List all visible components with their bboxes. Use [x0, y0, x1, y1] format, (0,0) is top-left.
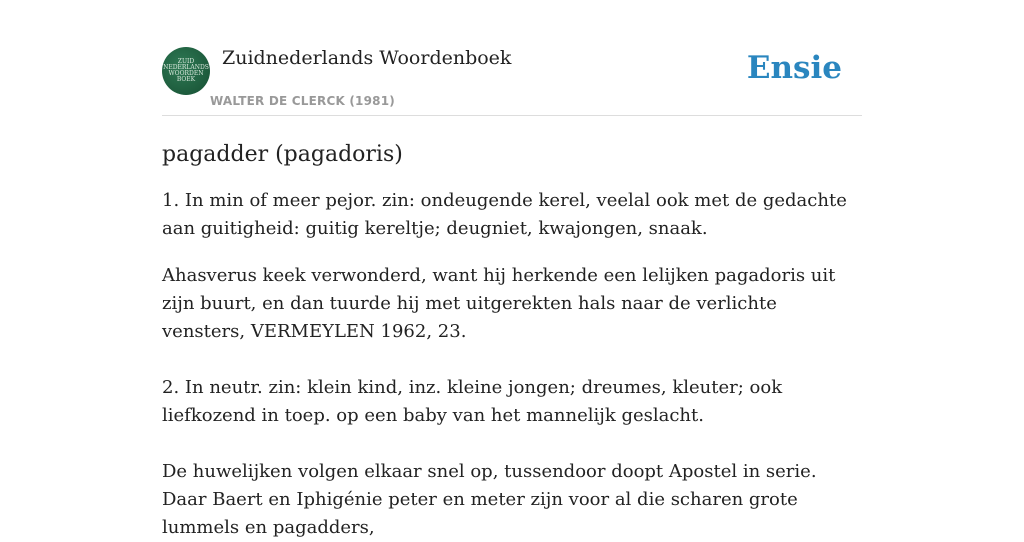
entry-headword: pagadder (pagadoris) — [162, 142, 403, 167]
ensie-logo-link[interactable]: Ensie — [746, 50, 842, 86]
example-paragraph: Ahasverus keek verwonderd, want hij herkende een lelijken pagadoris uit zijn buurt, en dan tuurde hij met uitgerekten hals naar de verlichte vensters, VERMEYLEN 1962, 23. — [162, 265, 836, 342]
dictionary-logo[interactable] — [162, 47, 210, 95]
logo-text-line: BOEK — [176, 76, 196, 83]
logo-text-line: NEDERLANDS — [163, 64, 209, 71]
definition-paragraph: 1. In min of meer pejor. zin: ondeugende kerel, veelal ook met de gedachte aan guitigheid: guitig kereltje; deugniet, kwajongen, snaak. — [162, 190, 847, 239]
logo-text-line: WOORDEN — [168, 70, 204, 77]
example-paragraph: De huwelijken volgen elkaar snel op, tussendoor doopt Apostel in serie. Daar Baert en Iphigénie peter en meter zijn voor al die scharen grote lummels en pagadders, — [162, 461, 817, 538]
logo-text-line: ZUID — [177, 58, 195, 65]
source-author: WALTER DE CLERCK (1981) — [210, 94, 395, 108]
source-title-link[interactable]: Zuidnederlands Woordenboek — [222, 47, 512, 69]
page — [162, 0, 862, 542]
definition-paragraph: 2. In neutr. zin: klein kind, inz. kleine jongen; dreumes, kleuter; ook liefkozend in toep. op een baby van het mannelijk geslacht. — [162, 377, 783, 426]
source-header — [162, 46, 862, 116]
